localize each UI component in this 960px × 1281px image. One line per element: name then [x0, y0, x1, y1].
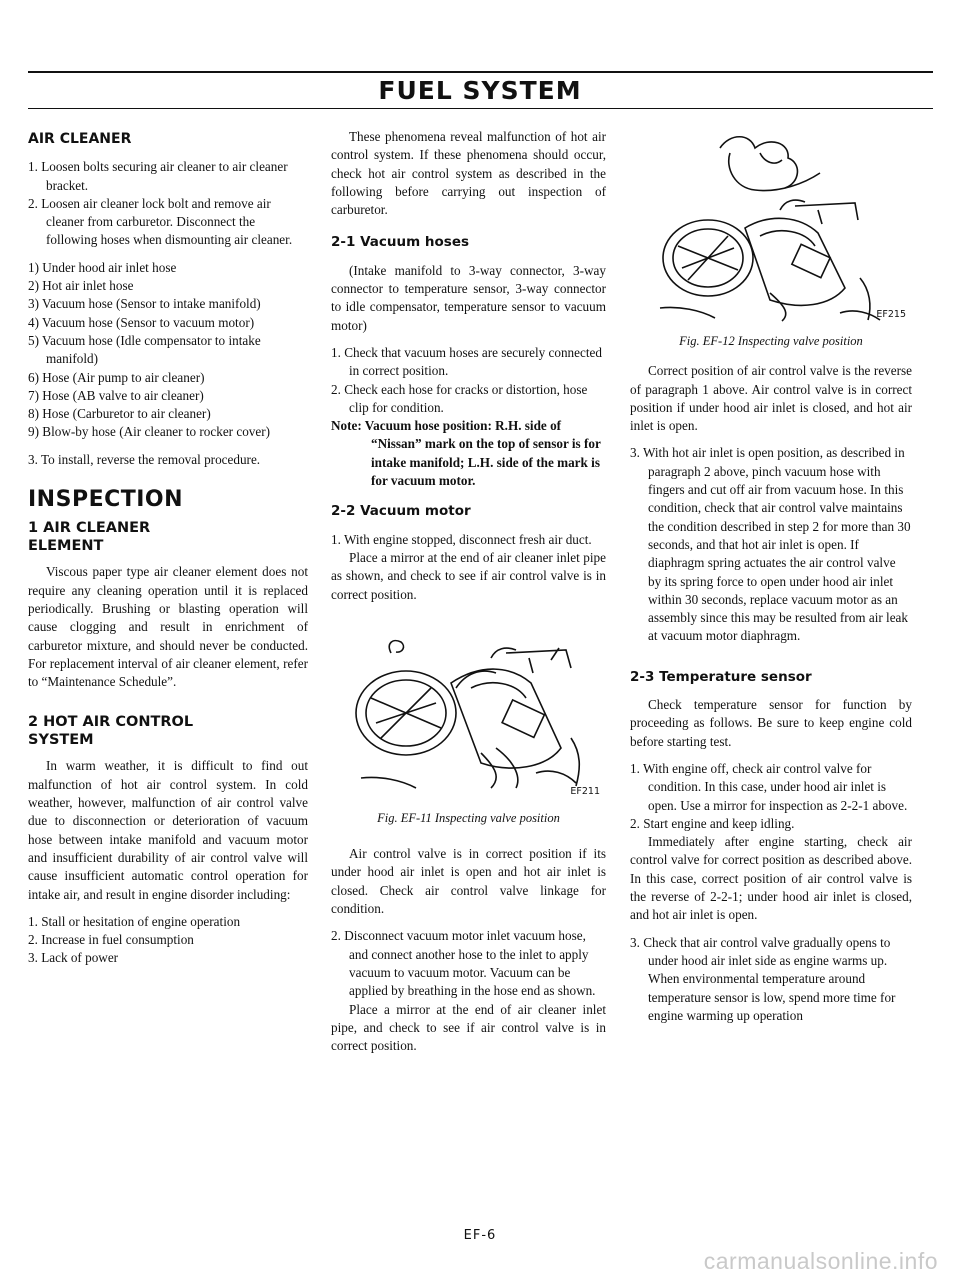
vacuum-hoses-step-1: 1. Check that vacuum hoses are securely connected in correct position.: [331, 344, 602, 379]
hose-item: 5) Vacuum hose (Idle compensator to intake manifold): [28, 332, 261, 367]
figure-ef12: [630, 128, 912, 326]
watermark: carmanualsonline.info: [703, 1248, 938, 1274]
temp-step-2: 2. Start engine and keep idling.: [630, 815, 795, 831]
vacuum-hoses-heading: 2-1 Vacuum hoses: [331, 234, 470, 251]
figure-code: EF215: [876, 308, 906, 320]
disorder-list: [28, 913, 308, 968]
element-text: Viscous paper type air cleaner element does not require any cleaning operation until it is replaced periodically. Brushing or blasting operation will cause clogging and result in enrichment of carburetor mixture, and should never be conducted. For replacement interval of air cleaner element, refer to “Maintenance Schedule”.: [28, 564, 308, 690]
hose-item: 3) Vacuum hose (Sensor to intake manifold): [28, 296, 261, 312]
after-figure-text: Air control valve is in correct position if its under hood air inlet is open and hot air inlet is closed. Check air control valve linkage for condition.: [331, 846, 606, 917]
vacuum-motor-step-3: 3. With hot air inlet is open position, as described in paragraph 2 above, pinch vacuum hose with fingers and cut off air from vacuum hose. In this condition, check that air control valve maintains the condition described in step 2 for more than 30 seconds, and that hot air inlet is open. If diaphragm spring actuates the air control valve by its spring force to open under hood air inlet within 30 seconds, replace vacuum motor as an assembly since this may be resulted from air leak at vacuum motor diaphragm.: [630, 445, 911, 644]
hose-item: 8) Hose (Carburetor to air cleaner): [28, 406, 211, 422]
vacuum-motor-step-2: 2. Disconnect vacuum motor inlet vacuum hose, and connect another hose to the inlet to apply vacuum to vacuum motor. Vacuum can be applied by breathing in the hose end as shown.: [331, 928, 596, 999]
step-2: 2. Loosen air cleaner lock bolt and remove air cleaner from carburetor. Disconnect the following hoses when dismounting air cleaner.: [28, 195, 293, 248]
intro-text: These phenomena reveal malfunction of hot air control system. If these phenomena should occur, check hot air control system as described in the following before carrying out inspection of carburetor.: [331, 129, 606, 218]
temp-sensor-heading: 2-3 Temperature sensor: [630, 668, 812, 685]
column-left: [28, 128, 308, 977]
disorder-item: 2. Increase in fuel consumption: [28, 932, 194, 948]
hose-position-note: Note: Vacuum hose position: R.H. side of “Nissan” mark on the top of sensor is for intake manifold; L.H. side of the mark is for vacuum motor.: [331, 418, 601, 489]
vacuum-motor-heading: 2-2 Vacuum motor: [331, 503, 471, 520]
vacuum-hoses-intro: (Intake manifold to 3-way connector, 3-way connector to temperature sensor, 3-way connector to idle compensator, temperature sensor to vacuum motor): [331, 262, 606, 333]
hose-item: 9) Blow-by hose (Air cleaner to rocker cover): [28, 424, 271, 440]
hose-item: 6) Hose (Air pump to air cleaner): [28, 369, 205, 385]
column-middle: [331, 128, 606, 1064]
figure-ef11: [331, 628, 606, 803]
vacuum-motor-step-2b: Place a mirror at the end of air cleaner inlet pipe, and check to see if air control valve is in correct position.: [331, 1001, 606, 1054]
temp-step-2b: Immediately after engine starting, check air control valve for correct position as described above. In this case, correct position of air control valve is the reverse of 2-2-1; under hood air inlet is closed, and hot air inlet is open.: [630, 834, 912, 923]
hose-item: 7) Hose (AB valve to air cleaner): [28, 387, 204, 403]
inspection-heading: INSPECTION: [28, 487, 184, 513]
mirror-inspection-illustration: [630, 128, 912, 323]
air-cleaner-heading: AIR CLEANER: [28, 131, 132, 147]
page-number: EF-6: [463, 1228, 497, 1243]
air-cleaner-illustration: [331, 628, 606, 793]
hot-air-heading: 2 HOT AIR CONTROL SYSTEM: [28, 714, 194, 749]
hose-item: 4) Vacuum hose (Sensor to vacuum motor): [28, 314, 255, 330]
vacuum-motor-step-1b: Place a mirror at the end of air cleaner inlet pipe as shown, and check to see if air control valve is in correct position.: [331, 549, 606, 602]
temp-step-3: 3. Check that air control valve gradually opens to under hood air inlet side as engine warms up. When environmental temperature around temperature sensor is low, spend more time for engine warming up operation: [630, 934, 896, 1023]
hose-item: 1) Under hood air inlet hose: [28, 259, 177, 275]
vacuum-hoses-step-2: 2. Check each hose for cracks or distortion, hose clip for condition.: [331, 381, 588, 415]
hot-air-text: In warm weather, it is difficult to find out malfunction of hot air control system. In cold weather, however, malfunction of air control valve due to disconnection or deterioration of vacuum hose between intake manifold and vacuum motor and insufficient durability of air control valve will cause insufficient automatic control operation for intake air, and result in engine disorder including:: [28, 758, 308, 902]
temp-sensor-intro: Check temperature sensor for function by proceeding as follows. Be sure to keep engine cold before starting test.: [630, 697, 912, 749]
hose-item: 2) Hot air inlet hose: [28, 278, 134, 294]
hose-list: [28, 259, 308, 442]
figure-caption: Fig. EF-12 Inspecting valve position: [679, 334, 863, 348]
header-rule-bottom: [28, 108, 933, 109]
vacuum-motor-step-1: 1. With engine stopped, disconnect fresh air duct.: [331, 531, 592, 547]
page-title: FUEL SYSTEM: [378, 76, 582, 105]
disorder-item: 3. Lack of power: [28, 950, 119, 966]
disorder-item: 1. Stall or hesitation of engine operation: [28, 913, 241, 929]
figure-code: EF211: [570, 785, 600, 797]
header-rule: [28, 71, 933, 73]
step-3: 3. To install, reverse the removal procedure.: [28, 451, 261, 467]
element-heading: 1 AIR CLEANER ELEMENT: [28, 520, 151, 555]
step-1: 1. Loosen bolts securing air cleaner to air cleaner bracket.: [28, 159, 288, 193]
column-right: [630, 128, 912, 1025]
figure-caption: Fig. EF-11 Inspecting valve position: [377, 810, 560, 825]
correct-position-text: Correct position of air control valve is the reverse of paragraph 1 above. Air control valve is in correct position if under hood air inlet is closed, and hot air inlet is open.: [630, 363, 912, 434]
temp-step-1: 1. With engine off, check air control valve for condition. In this case, under hood air inlet is open. Use a mirror for inspection as 2-2-1 above.: [630, 760, 908, 813]
